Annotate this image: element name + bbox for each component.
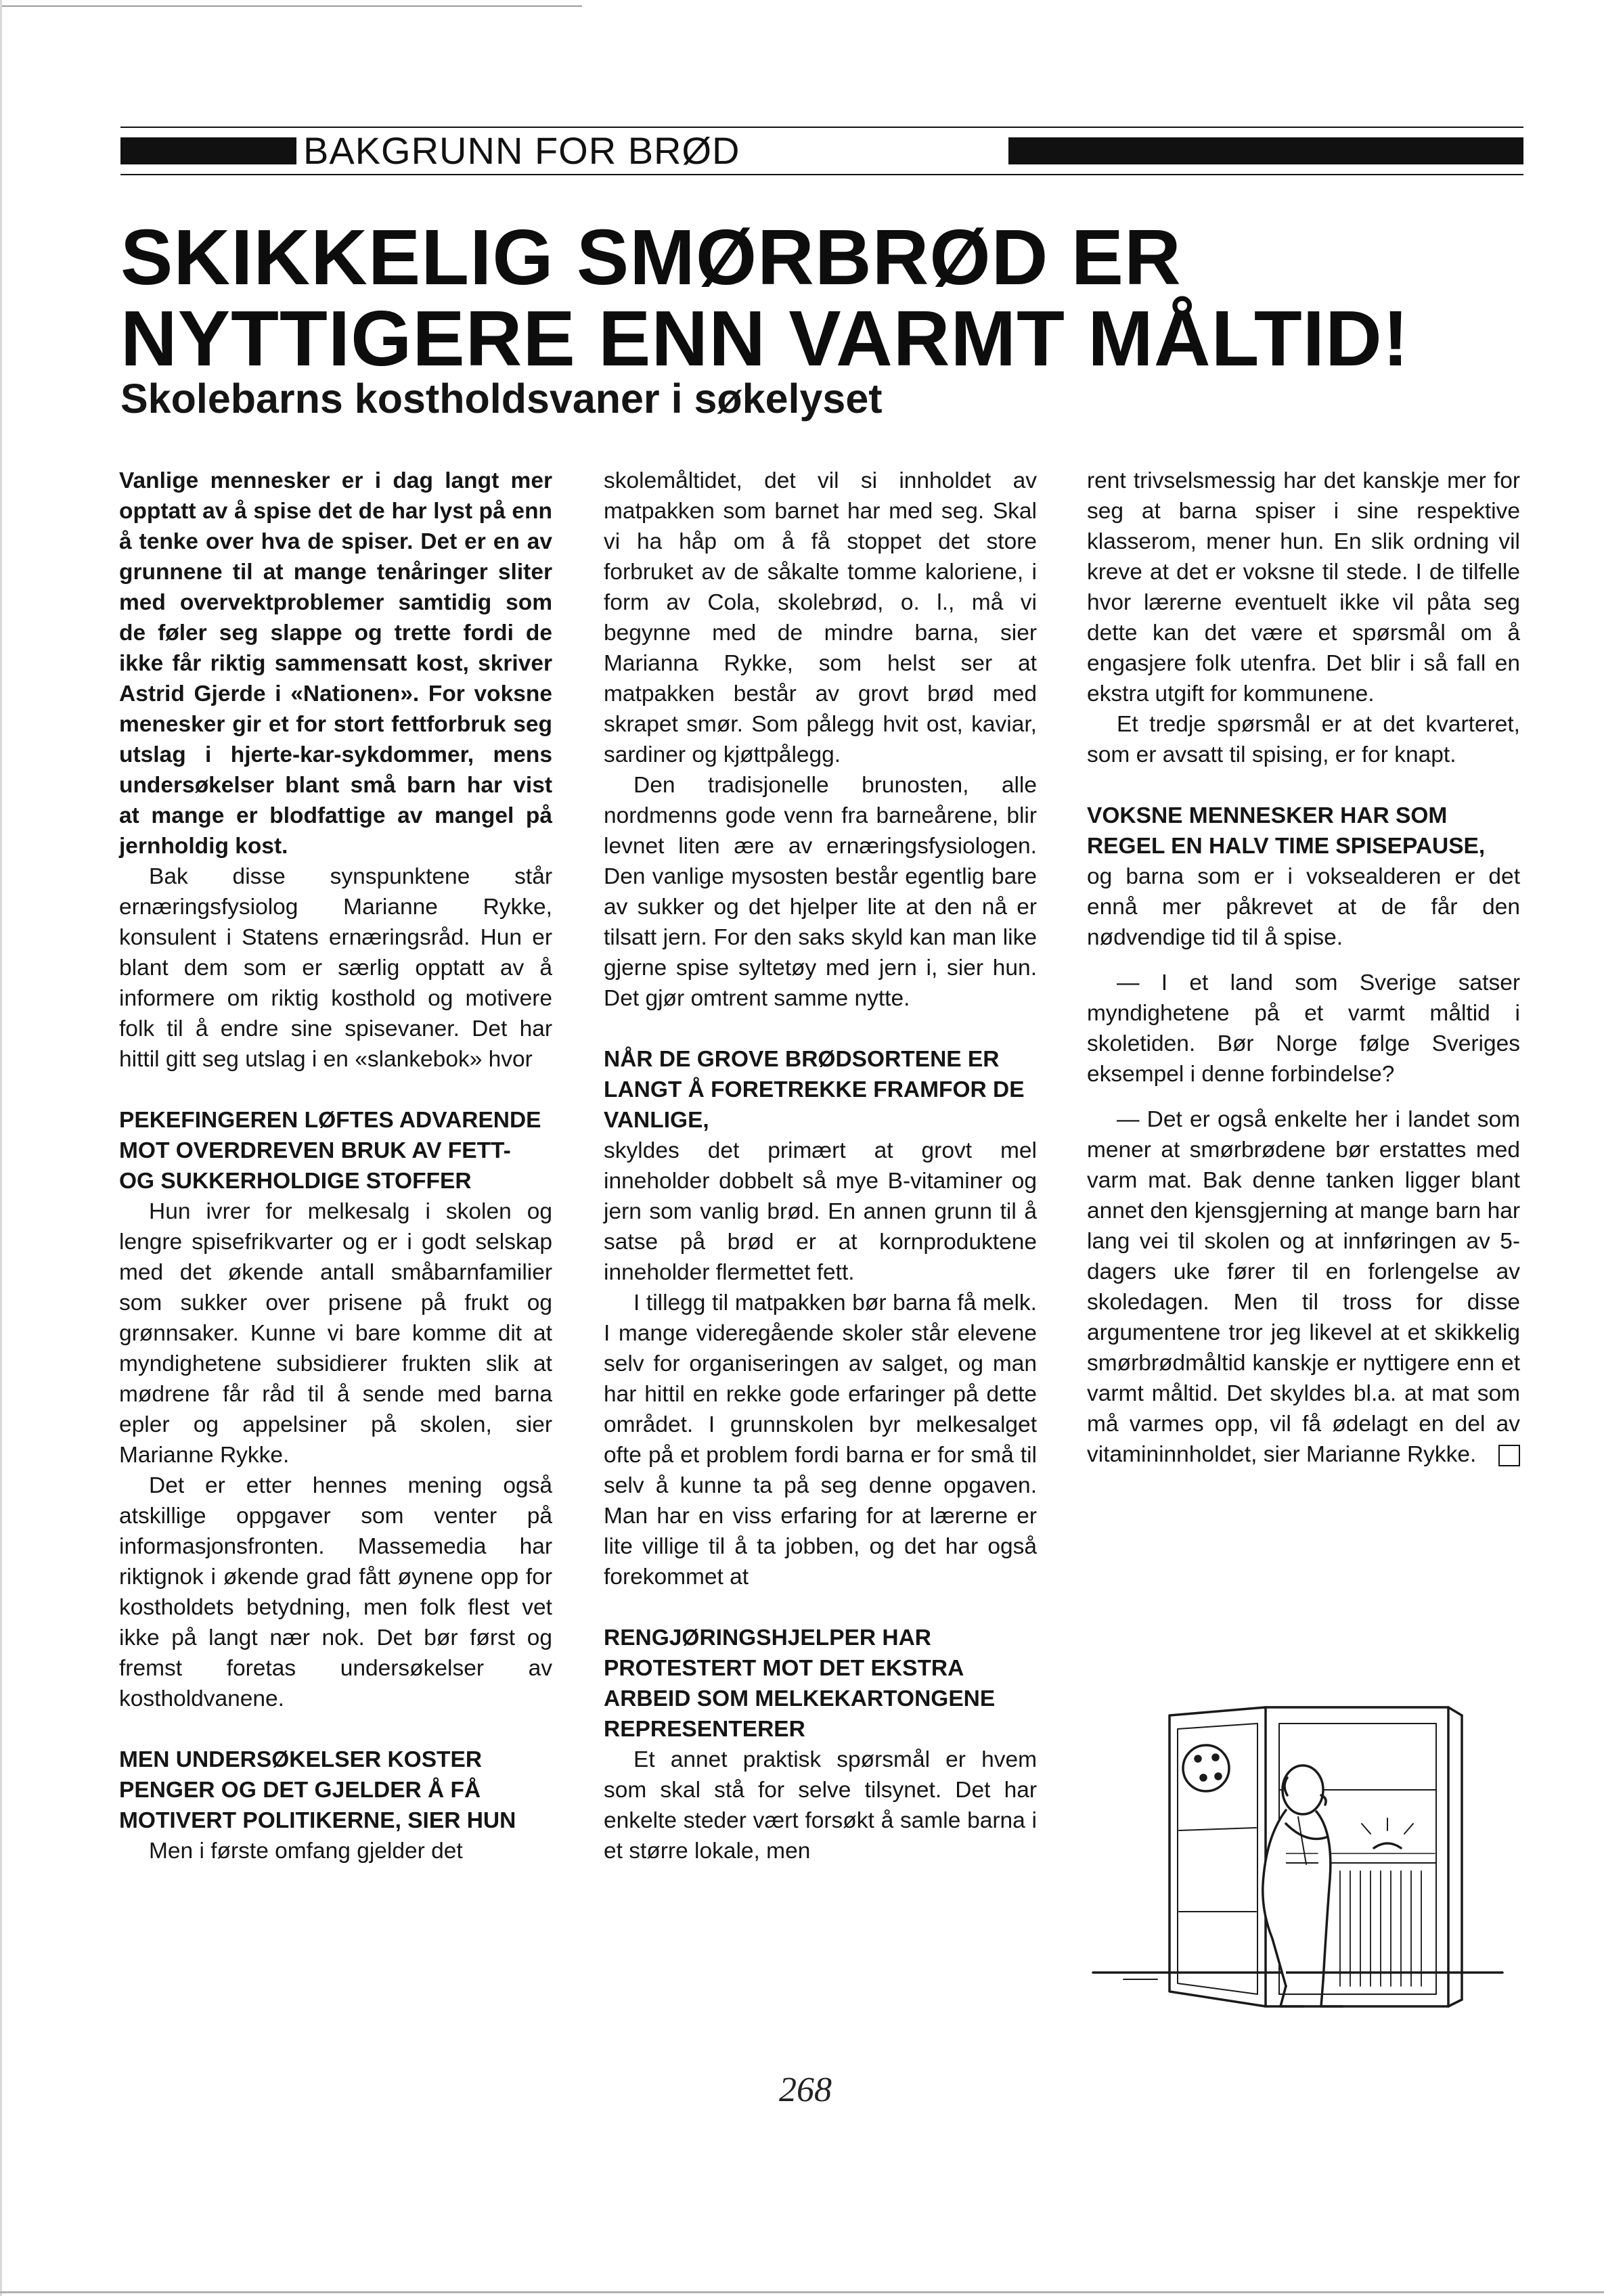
- subheadline: Skolebarns kostholdsvaner i søkelyset: [120, 376, 883, 422]
- banner-block-right: [1008, 137, 1523, 164]
- spacer: [604, 1014, 1037, 1044]
- spacer: [119, 1075, 552, 1105]
- crosshead: VOKSNE MENNESKER HAR SOM REGEL EN HALV TIME SPISEPAUSE,: [1087, 803, 1486, 859]
- body-paragraph: I tillegg til matpakken bør barna få melk. I mange videregående skoler står elevene selv for organiseringen av salget, og man har hittil en rekke gode erfaringer på dette området. I grunnskolen byr melkesalget ofte på et problem fordi barna er for små til selv å kunne ta på seg denne opgaven. Man har en viss erfaring for at lærerne er lite villige til å ta jobben, og det har også forekommet at: [604, 1290, 1037, 1590]
- body-paragraph: Bak disse synspunktene står ernæringsfysiolog Marianne Rykke, konsulent i Statens ernæringsråd. Hun er blant dem som er særlig opptatt av å informere om riktig kosthold og motivere folk til å endre sine spisevaner. Det har hittil gitt seg utslag i en «slankebok» hvor: [119, 864, 552, 1072]
- body-paragraph: skolemåltidet, det vil si innholdet av matpakken som barnet har med seg. Skal vi ha håp om å få stoppet det store forbruket av de såkalte tomme kaloriene, i form av Cola, skolebrød, o. l., må vi begynne med de mindre barna, sier Marianna Rykke, som helst ser at matpakken består av grovt brød med skrapet smør. Som pålegg hvit ost, kaviar, sardiner og kjøttpålegg.: [604, 468, 1037, 767]
- body-paragraph: og barna som er i voksealderen er det ennå mer påkrevet at de får den nødvendige tid til å spise.: [1087, 864, 1520, 950]
- closing-paragraph-text: — Det er også enkelte her i landet som mener at smørbrødene bør erstattes med varm mat. Bak denne tanken ligger blant annet den kjensgjerning at mange barn har lang vei til skolen og at innføringen av 5-dagers uke fører til en forlengelse av skoledagen. Men til tross for disse argumentene tror jeg likevel at et skikkelig smørbrødmåltid kanskje er nyttigere enn et varmt måltid. Det skyldes bl.a. at mat som må varmes opp, vil få ødelagt en del av vitamininnholdet, sier Marianne Rykke.: [1087, 1107, 1520, 1467]
- man-looking-into-refrigerator-icon: [1083, 1688, 1530, 2027]
- spacer: [1087, 953, 1520, 968]
- body-paragraph: Et annet praktisk spørsmål er hvem som skal stå for selve tilsynet. Det har enkelte steder vært forsøkt å samle barna i et større lokale, men: [604, 1747, 1037, 1864]
- spacer: [604, 1592, 1037, 1623]
- scan-edge-bottom: [0, 2291, 1604, 2293]
- spacer: [119, 1714, 552, 1744]
- crosshead: RENGJØRINGSHJELPER HAR PROTESTERT MOT DET EKSTRA ARBEID SOM MELKEKARTONGENE REPRESENTERER: [604, 1625, 996, 1742]
- page-number: 268: [779, 2071, 832, 2109]
- banner-rule-bottom: [120, 174, 1523, 175]
- body-paragraph: Hun ivrer for melkesalg i skolen og lengre spisefrikvarter og er i godt selskap med det økende antall småbarnfamilier som sukker over prisene på frukt og grønnsaker. Kunne vi bare komme dit at myndighetene subsidierer frukten slik at mødrene får råd til å sende med barna epler og appelsiner på skolen, sier Marianne Rykke.: [119, 1199, 552, 1468]
- crosshead: PEKEFINGEREN LØFTES ADVARENDE MOT OVERDREVEN BRUK AV FETT- OG SUKKERHOLDIGE STOFFER: [119, 1108, 541, 1194]
- body-paragraph: skyldes det primært at grovt mel inneholder dobbelt så mye B-vitaminer og jern som vanlig brød. En annen grunn til å satse på brød er at kornproduktene inneholder flermettet fett.: [604, 1138, 1037, 1285]
- crosshead: NÅR DE GROVE BRØDSORTENE ER LANGT Å FORETREKKE FRAMFOR DE VANLIGE,: [604, 1047, 1025, 1133]
- body-paragraph: Den tradisjonelle brunosten, alle nordmenns gode venn fra barneårene, blir levnet liten ære av ernæringsfysiologen. Den vanlige mysosten består egentlig bare av sukker og det hjelper lite at den nå er tilsatt jern. For den saks skyld kan man like gjerne spise syltetøy med jern i, sier hun. Det gjør omtrent samme nytte.: [604, 773, 1037, 1011]
- cartoon-illustration: [1083, 1688, 1530, 2027]
- spacer: [1087, 770, 1520, 801]
- article-column-1: [119, 466, 552, 1866]
- body-paragraph: [1087, 1104, 1520, 1470]
- body-paragraph: Det er etter hennes mening også atskillige oppgaver som venter på informasjonsfronten. Massemedia har riktignok i økende grad fått øynene opp for kostholdets betydning, men folk flest vet ikke på langt nær nok. Det bør først og fremst foretas undersøkelser av kostholdvanene.: [119, 1473, 552, 1711]
- headline-line-2: NYTTIGERE ENN VARMT MÅLTID!: [120, 294, 1410, 382]
- body-paragraph: rent trivselsmessig har det kanskje mer for seg at barna spiser i sine respektive klasserom, mener hun. En slik ordning vil kreve at det er voksne til stede. I de tilfelle hvor lærerne eventuelt ikke vil påta seg dette kan det være et spørsmål om å engasjere folk utenfra. Det blir i så fall en ekstra utgift for kommunene.: [1087, 468, 1520, 706]
- scan-edge-top: [0, 5, 582, 7]
- crosshead: MEN UNDERSØKELSER KOSTER PENGER OG DET GJELDER Å FÅ MOTIVERT POLITIKERNE, SIER HUN: [119, 1747, 516, 1833]
- banner-rule-top: [120, 127, 1523, 128]
- article-column-3: [1087, 466, 1520, 1470]
- section-banner: [120, 127, 1523, 175]
- end-of-article-icon: [1498, 1445, 1520, 1466]
- article-column-2: [604, 466, 1037, 1866]
- headline-line-1: SKIKKELIG SMØRBRØD ER: [120, 213, 1182, 301]
- body-paragraph: Men i første omfang gjelder det: [149, 1839, 463, 1864]
- scan-edge-left: [0, 0, 2, 2296]
- body-paragraph: — I et land som Sverige satser myndighetene på et varmt måltid i skoletiden. Bør Norge følge Sveriges eksempel i denne forbindelse?: [1087, 970, 1520, 1087]
- section-label: BAKGRUNN FOR BRØD: [303, 129, 740, 172]
- lead-paragraph: Vanlige mennesker er i dag langt mer opptatt av å spise det de har lyst på enn å tenke over hva de spiser. Det er en av grunnene til at mange tenåringer sliter med overvektproblemer samtidig som de føler seg slappe og trette fordi de ikke får riktig sammensatt kost, skriver Astrid Gjerde i «Nationen». For voksne menesker gir et for stort fettforbruk seg utslag i hjerte-kar-sykdommer, mens undersøkelser blant små barn har vist at mange er blodfattige av mangel på jernholdig kost.: [119, 468, 552, 859]
- banner-block-left: [120, 137, 296, 164]
- body-paragraph: Et tredje spørsmål er at det kvarteret, som er avsatt til spising, er for knapt.: [1087, 712, 1520, 767]
- headline: [120, 213, 1528, 382]
- spacer: [1087, 1089, 1520, 1104]
